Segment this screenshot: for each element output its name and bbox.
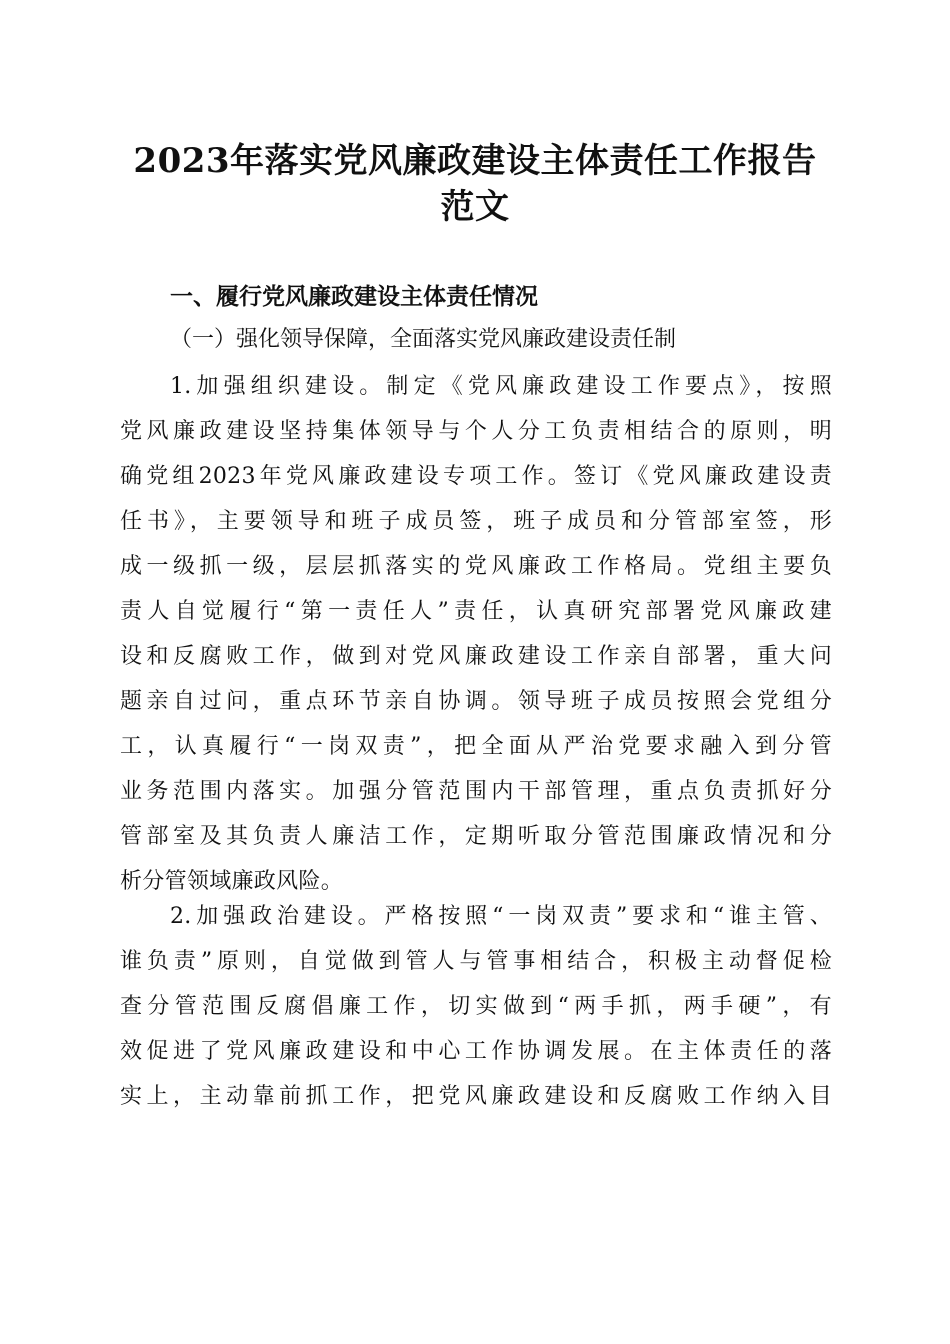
paragraph-line: 题亲自过问，重点环节亲自协调。领导班子成员按照会党组分: [120, 689, 832, 714]
paragraph-line: 实上，主动靠前抓工作，把党风廉政建设和反腐败工作纳入目: [120, 1084, 832, 1109]
paragraph-line: 查分管范围反腐倡廉工作，切实做到“两手抓，两手硬”，有: [120, 994, 832, 1019]
paragraph-line: 1.加强组织建设。制定《党风廉政建设工作要点》，按照: [170, 374, 832, 399]
section-subheading: （一）强化领导保障，全面落实党风廉政建设责任制: [170, 327, 677, 352]
paragraph-1: [120, 364, 832, 904]
document-title: [100, 138, 850, 230]
paragraph-line: 成一级抓一级，层层抓落实的党风廉政工作格局。党组主要负: [120, 554, 832, 579]
paragraph-line: 任书》，主要领导和班子成员签，班子成员和分管部室签，形: [120, 509, 832, 534]
paragraph-2: [120, 894, 832, 1119]
paragraph-line: 工，认真履行“一岗双责”，把全面从严治党要求融入到分管: [120, 734, 832, 759]
paragraph-line: 设和反腐败工作，做到对党风廉政建设工作亲自部署，重大问: [120, 644, 832, 669]
paragraph-line: 责人自觉履行“第一责任人”责任，认真研究部署党风廉政建: [120, 599, 832, 624]
paragraph-line: 管部室及其负责人廉洁工作，定期听取分管范围廉政情况和分: [120, 824, 832, 849]
paragraph-line: 谁负责”原则，自觉做到管人与管事相结合，积极主动督促检: [120, 949, 832, 974]
title-line-2: 范文: [440, 187, 510, 227]
paragraph-line: 确党组2023年党风廉政建设专项工作。签订《党风廉政建设责: [120, 464, 832, 489]
title-line-1: 2023年落实党风廉政建设主体责任工作报告: [133, 141, 817, 181]
paragraph-line: 2.加强政治建设。严格按照“一岗双责”要求和“谁主管、: [170, 904, 832, 929]
paragraph-line: 效促进了党风廉政建设和中心工作协调发展。在主体责任的落: [120, 1039, 832, 1064]
paragraph-line: 党风廉政建设坚持集体领导与个人分工负责相结合的原则，明: [120, 419, 832, 444]
section-heading: 一、履行党风廉政建设主体责任情况: [170, 284, 538, 310]
paragraph-line: 析分管领域廉政风险。: [120, 869, 344, 894]
paragraph-line: 业务范围内落实。加强分管范围内干部管理，重点负责抓好分: [120, 779, 832, 804]
